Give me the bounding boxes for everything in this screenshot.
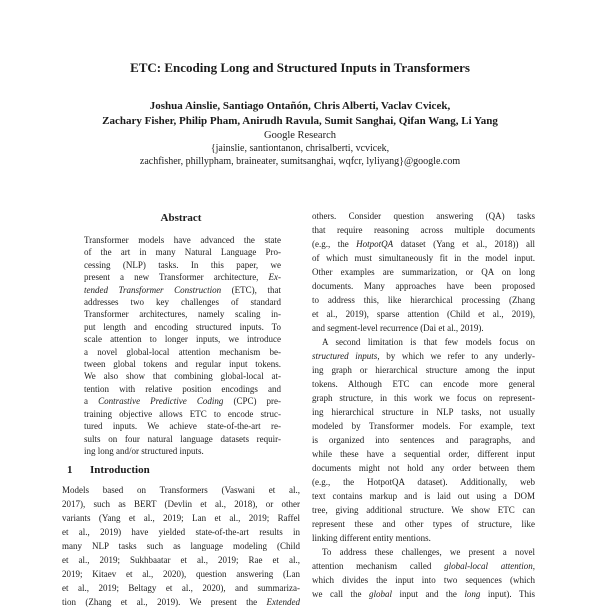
text-line: many NLP tasks such as language modeling (Child [62, 541, 300, 552]
text-line: sults on four natural language datasets requir- [84, 433, 281, 444]
section-number: 1 [67, 464, 73, 477]
text-line: and segment-level recurrence (Dai et al., 2019). [312, 323, 484, 333]
text-line: ing long and/or structured inputs. [84, 445, 204, 456]
intro-paragraph [62, 483, 300, 609]
paragraph-qa-continuation [312, 209, 535, 335]
text-line: tured inputs. We achieve state-of-the-art re- [84, 421, 281, 432]
text-line: Transformer models have advanced the state [84, 235, 281, 245]
text-line: et al., 2019; Sukhbaatar et al., 2019; Rae et al., [62, 555, 300, 566]
text-line: et al., 2019; Beltagy et al., 2020), and summariza- [62, 583, 300, 594]
text-line: et al., 2019), sparse attention (Child et al., 2019), [312, 309, 535, 319]
text-line: We also show that combining global-local at- [84, 371, 281, 382]
paragraph-structured-inputs [312, 335, 535, 545]
text-line: of which must simultaneously fit in the model input. [312, 253, 535, 263]
text-line: to address this, like hierarchical processing (Zhang [312, 295, 535, 305]
text-line: 2017), such as BERT (Devlin et al., 2018), or other [62, 499, 300, 510]
affiliation: Google Research [263, 130, 336, 141]
text-line: (e.g., the HotpotQA dataset). Additionally, web [312, 477, 535, 487]
text-line: addresses two key challenges of standard [84, 297, 281, 308]
text-line: 2019; Kitaev et al., 2020), question answering (Lan [62, 569, 300, 580]
authors-line-2: Zachary Fisher, Philip Pham, Anirudh Ravula, Sumit Sanghai, Qifan Wang, Li Yang [102, 115, 498, 127]
text-line: scale attention to longer inputs, we introduce [84, 334, 281, 345]
text-line: tended Transformer Construction (ETC), that [84, 284, 281, 295]
text-line: we call the global input and the long input). This [312, 589, 535, 599]
paper-title: ETC: Encoding Long and Structured Inputs in Transformers [130, 60, 470, 75]
text-line: of the art in many Natural Language Pro- [84, 247, 281, 258]
text-line: tion (Zhang et al., 2019). We present the Extended [62, 597, 300, 608]
text-line: Other examples are summarization, or QA on long [312, 267, 535, 277]
text-line: which divides the input into two sequences (which [312, 575, 535, 585]
text-line: Transformer architectures, namely scaling in- [84, 309, 281, 320]
text-line: documents might not hold any order between them [312, 463, 535, 473]
text-line: variants (Yang et al., 2019; Lan et al., 2019; Raffel [62, 513, 300, 524]
text-line: training objective allows ETC to encode struc- [84, 408, 281, 419]
text-line: attention mechanism called global-local attention, [312, 561, 535, 571]
text-line: tween global tokens and regular input tokens. [84, 359, 281, 370]
text-line: tention with relative position encodings and [84, 383, 281, 394]
text-line: is organized into sentences and paragraphs, and [312, 435, 535, 445]
text-line: structured inputs, by which we refer to any underly- [312, 351, 535, 361]
text-line: linking different entity mentions. [312, 533, 431, 543]
text-line: that require reasoning across multiple documents [312, 225, 535, 235]
abstract-paragraph [84, 234, 281, 457]
text-line: cessing (NLP) tasks. In this paper, we [84, 259, 281, 270]
authors-line-1: Joshua Ainslie, Santiago Ontañón, Chris Alberti, Vaclav Cvicek, [149, 100, 451, 112]
text-line: tokens. Although ETC can encode more general [312, 379, 535, 389]
text-line: represent these and other types of structure, like [312, 519, 535, 529]
text-line: documents. Many approaches have been proposed [312, 281, 535, 291]
right-column [312, 209, 535, 600]
text-line: others. Consider question answering (QA) tasks [312, 211, 535, 221]
text-line: while these have a sequential order, different input [312, 449, 535, 459]
section-title: Introduction [90, 464, 150, 477]
email-line-1: {jainslie, santiontanon, chrisalberti, vcvicek, [210, 143, 390, 154]
text-line: text contains markup and is laid out using a DOM [312, 491, 535, 501]
text-line: modeled by Transformer models. For example, text [312, 421, 535, 431]
left-column [62, 209, 300, 608]
text-line: graph structure, in this work we focus on represent- [312, 393, 535, 403]
text-line: a novel global-local attention mechanism be- [84, 346, 281, 357]
text-line: (e.g., the HotpotQA dataset (Yang et al., 2018)) all [312, 239, 535, 249]
text-line: ing hierarchical structure in NLP tasks, not usually [312, 407, 535, 417]
text-line: To address these challenges, we present a novel [322, 547, 535, 557]
abstract-heading: Abstract [160, 212, 202, 224]
text-line: present a new Transformer architecture, Ex- [84, 272, 281, 283]
text-line: ing graph or hierarchical structure among the input [312, 365, 535, 375]
text-line: put length and encoding structured inputs. To [84, 321, 281, 332]
text-line: a Contrastive Predictive Coding (CPC) pre- [84, 396, 282, 407]
email-line-2: zachfisher, phillypham, braineater, sumitsanghai, wqfcr, lyliyang}@google.com [139, 156, 461, 167]
text-line: A second limitation is that few models focus on [322, 337, 535, 347]
text-line: Models based on Transformers (Vaswani et al., [62, 485, 300, 496]
text-line: et al., 2019) have yielded state-of-the-art results in [62, 527, 300, 538]
section-1-heading [62, 464, 300, 477]
text-line: tree, giving additional structure. We show ETC can [312, 505, 535, 515]
paragraph-global-local-attention [312, 545, 535, 601]
